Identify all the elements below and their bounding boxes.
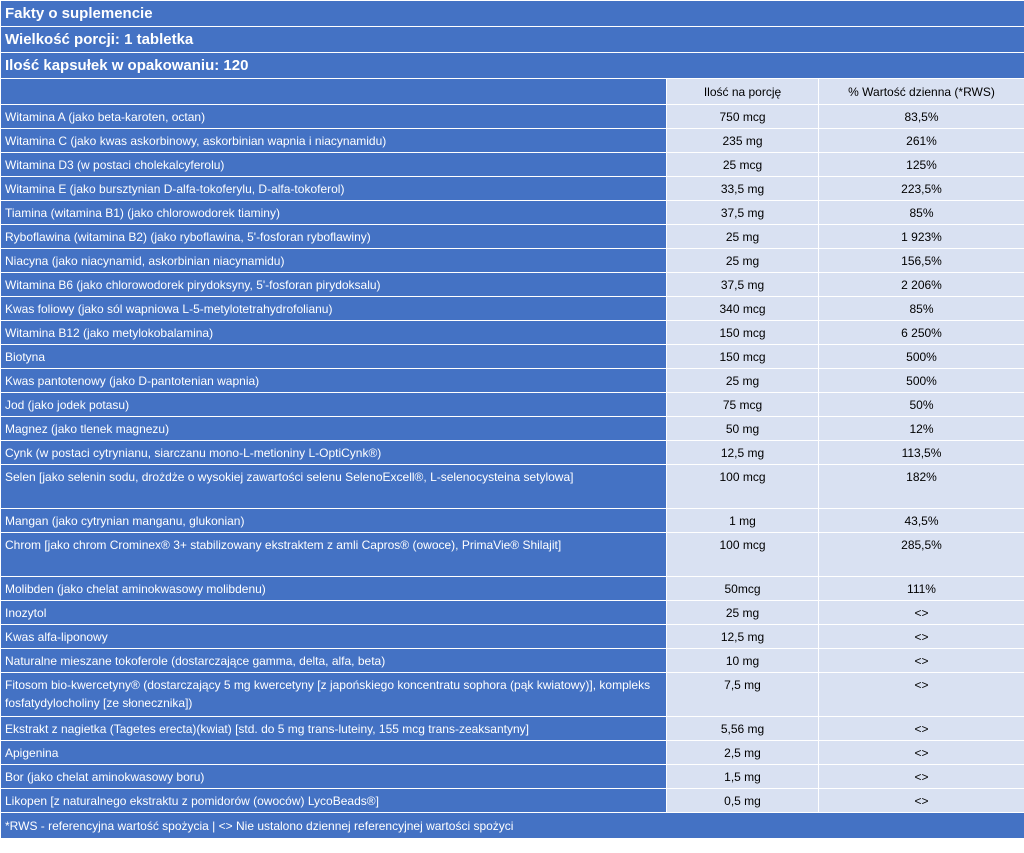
daily-value: 500% [819,345,1024,369]
amount-per-serving: 12,5 mg [667,625,819,649]
table-row [1,417,1024,441]
amount-per-serving: 150 mcg [667,321,819,345]
daily-value: 223,5% [819,177,1024,201]
amount-per-serving: 340 mcg [667,297,819,321]
capsule-count: Ilość kapsułek w opakowaniu: 120 [1,53,1024,79]
amount-per-serving: 235 mg [667,129,819,153]
nutrient-name: Apigenina [1,741,667,765]
amount-per-serving: 2,5 mg [667,741,819,765]
amount-per-serving: 7,5 mg [667,673,819,717]
table-row [1,297,1024,321]
table-row [1,673,1024,717]
table-row [1,153,1024,177]
nutrient-name: Biotyna [1,345,667,369]
amount-per-serving: 25 mcg [667,153,819,177]
table-row [1,577,1024,601]
table-row [1,273,1024,297]
amount-per-serving: 25 mg [667,601,819,625]
table-row [1,601,1024,625]
daily-value: 85% [819,201,1024,225]
title-row [1,1,1024,27]
column-header-row [1,79,1024,105]
daily-value: <> [819,789,1024,813]
nutrient-name: Molibden (jako chelat aminokwasowy molibdenu) [1,577,667,601]
serving-size: Wielkość porcji: 1 tabletka [1,27,1024,53]
daily-value: 43,5% [819,509,1024,533]
table-row [1,625,1024,649]
daily-value: 113,5% [819,441,1024,465]
amount-per-serving: 0,5 mg [667,789,819,813]
daily-value: <> [819,601,1024,625]
daily-value: 1 923% [819,225,1024,249]
nutrient-name: Naturalne mieszane tokoferole (dostarczające gamma, delta, alfa, beta) [1,649,667,673]
nutrient-name: Kwas pantotenowy (jako D-pantotenian wapnia) [1,369,667,393]
amount-per-serving: 5,56 mg [667,717,819,741]
table-row [1,249,1024,273]
nutrient-name: Cynk (w postaci cytrynianu, siarczanu mono-L-metioniny L-OptiCynk®) [1,441,667,465]
nutrient-name: Witamina D3 (w postaci cholekalcyferolu) [1,153,667,177]
daily-value: 85% [819,297,1024,321]
amount-per-serving: 100 mcg [667,465,819,509]
footnote: *RWS - referencyjna wartość spożycia | <> Nie ustalono dziennej referencyjnej wartości spożyci [1,813,1024,839]
table-row [1,509,1024,533]
nutrient-name: Ekstrakt z nagietka (Tagetes erecta)(kwiat) [std. do 5 mg trans-luteiny, 155 mcg trans-zeaksantyny] [1,717,667,741]
daily-value: 50% [819,393,1024,417]
daily-value: <> [819,625,1024,649]
daily-value: 2 206% [819,273,1024,297]
table-row [1,129,1024,153]
table-row [1,345,1024,369]
amount-per-serving: 37,5 mg [667,273,819,297]
amount-per-serving: 37,5 mg [667,201,819,225]
daily-value: 111% [819,577,1024,601]
table-row [1,649,1024,673]
amount-per-serving: 100 mcg [667,533,819,577]
daily-value: 285,5% [819,533,1024,577]
nutrient-name: Inozytol [1,601,667,625]
table-row [1,465,1024,509]
amount-per-serving: 10 mg [667,649,819,673]
count-row [1,53,1024,79]
amount-per-serving: 1,5 mg [667,765,819,789]
nutrient-name: Witamina E (jako bursztynian D-alfa-tokoferylu, D-alfa-tokoferol) [1,177,667,201]
amount-per-serving: 150 mcg [667,345,819,369]
nutrient-name: Likopen [z naturalnego ekstraktu z pomidorów (owoców) LycoBeads®] [1,789,667,813]
amount-per-serving: 25 mg [667,369,819,393]
table-row [1,393,1024,417]
amount-per-serving: 12,5 mg [667,441,819,465]
daily-value: 156,5% [819,249,1024,273]
daily-value: 6 250% [819,321,1024,345]
column-header-amount: Ilość na porcję [667,79,819,105]
table-row [1,765,1024,789]
nutrient-name: Kwas alfa-liponowy [1,625,667,649]
serving-row [1,27,1024,53]
table-row [1,321,1024,345]
table-row [1,741,1024,765]
nutrient-name: Magnez (jako tlenek magnezu) [1,417,667,441]
amount-per-serving: 25 mg [667,225,819,249]
nutrient-name: Bor (jako chelat aminokwasowy boru) [1,765,667,789]
column-header-dv: % Wartość dzienna (*RWS) [819,79,1024,105]
table-row [1,369,1024,393]
table-row [1,177,1024,201]
amount-per-serving: 1 mg [667,509,819,533]
amount-per-serving: 50 mg [667,417,819,441]
nutrient-name: Fitosom bio-kwercetyny® (dostarczający 5 mg kwercetyny [z japońskiego koncentratu sophora (pąk kwiatowy)], kompleks fosfatydylocholiny [ze słonecznika]) [1,673,667,717]
daily-value: 500% [819,369,1024,393]
daily-value: <> [819,717,1024,741]
table-row [1,533,1024,577]
nutrient-name: Witamina B6 (jako chlorowodorek pirydoksyny, 5'-fosforan pirydoksalu) [1,273,667,297]
daily-value: 125% [819,153,1024,177]
table-row [1,717,1024,741]
nutrient-name: Tiamina (witamina B1) (jako chlorowodorek tiaminy) [1,201,667,225]
daily-value: <> [819,649,1024,673]
amount-per-serving: 75 mcg [667,393,819,417]
table-row [1,105,1024,129]
table-row [1,789,1024,813]
footnote-row [1,813,1024,839]
daily-value: 83,5% [819,105,1024,129]
table-row [1,441,1024,465]
daily-value: <> [819,765,1024,789]
column-header-blank [1,79,667,105]
amount-per-serving: 25 mg [667,249,819,273]
daily-value: <> [819,673,1024,717]
nutrient-name: Kwas foliowy (jako sól wapniowa L-5-metylotetrahydrofolianu) [1,297,667,321]
amount-per-serving: 33,5 mg [667,177,819,201]
nutrient-name: Chrom [jako chrom Crominex® 3+ stabilizowany ekstraktem z amli Capros® (owoce), PrimaVie® Shilajit] [1,533,667,577]
nutrient-name: Ryboflawina (witamina B2) (jako ryboflawina, 5'-fosforan ryboflawiny) [1,225,667,249]
nutrient-name: Niacyna (jako niacynamid, askorbinian niacynamidu) [1,249,667,273]
nutrient-name: Jod (jako jodek potasu) [1,393,667,417]
nutrient-name: Selen [jako selenin sodu, drożdże o wysokiej zawartości selenu SelenoExcell®, L-selenocysteina setylowa] [1,465,667,509]
nutrient-name: Witamina B12 (jako metylokobalamina) [1,321,667,345]
amount-per-serving: 50mcg [667,577,819,601]
nutrient-name: Witamina C (jako kwas askorbinowy, askorbinian wapnia i niacynamidu) [1,129,667,153]
table-row [1,201,1024,225]
nutrient-name: Witamina A (jako beta-karoten, octan) [1,105,667,129]
daily-value: <> [819,741,1024,765]
nutrient-name: Mangan (jako cytrynian manganu, glukonian) [1,509,667,533]
table-title: Fakty o suplemencie [1,1,1024,27]
table-row [1,225,1024,249]
daily-value: 261% [819,129,1024,153]
daily-value: 12% [819,417,1024,441]
amount-per-serving: 750 mcg [667,105,819,129]
daily-value: 182% [819,465,1024,509]
